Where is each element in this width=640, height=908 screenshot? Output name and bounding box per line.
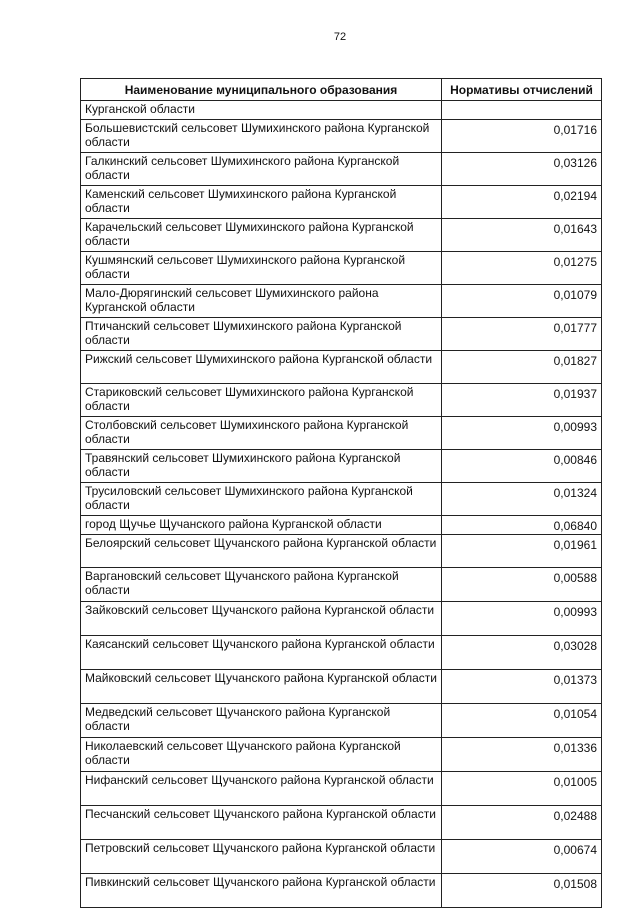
norm-value: 0,01054 <box>442 704 602 738</box>
municipality-name: Большевистский сельсовет Шумихинского района Курганской области <box>81 120 442 153</box>
table-row <box>81 417 602 450</box>
norm-value: 0,01643 <box>442 219 602 252</box>
municipality-name: Мало-Дюрягинский сельсовет Шумихинского района Курганской области <box>81 285 442 318</box>
norm-value: 0,01373 <box>442 670 602 704</box>
norm-value: 0,06840 <box>442 516 602 535</box>
municipality-name: Карачельский сельсовет Шумихинского района Курганской области <box>81 219 442 252</box>
norm-value: 0,01961 <box>442 535 602 568</box>
municipality-name: Стариковский сельсовет Шумихинского района Курганской области <box>81 384 442 417</box>
norm-value: 0,00846 <box>442 450 602 483</box>
norm-value: 0,00674 <box>442 840 602 874</box>
table-row <box>81 738 602 772</box>
municipality-name: Варгановский сельсовет Щучанского района Курганской области <box>81 568 442 602</box>
norms-table <box>80 78 602 908</box>
municipality-name: Галкинский сельсовет Шумихинского района Курганской области <box>81 153 442 186</box>
table-row <box>81 384 602 417</box>
municipality-name: Каясанский сельсовет Щучанского района Курганской области <box>81 636 442 670</box>
table-row <box>81 219 602 252</box>
municipality-name: Птичанский сельсовет Шумихинского района Курганской области <box>81 318 442 351</box>
municipality-name: Николаевский сельсовет Щучанского района Курганской области <box>81 738 442 772</box>
table-row <box>81 568 602 602</box>
table-row <box>81 704 602 738</box>
table-row <box>81 874 602 908</box>
municipality-name: Нифанский сельсовет Щучанского района Курганской области <box>81 772 442 806</box>
municipality-name: Майковский сельсовет Щучанского района Курганской области <box>81 670 442 704</box>
norm-value: 0,03028 <box>442 636 602 670</box>
norm-value: 0,00588 <box>442 568 602 602</box>
norm-value: 0,01827 <box>442 351 602 384</box>
table-row <box>81 772 602 806</box>
norm-value: 0,01005 <box>442 772 602 806</box>
table-row <box>81 450 602 483</box>
table-row <box>81 351 602 384</box>
municipality-name: Пивкинский сельсовет Щучанского района Курганской области <box>81 874 442 908</box>
norm-value: 0,00993 <box>442 417 602 450</box>
municipality-name: Трусиловский сельсовет Шумихинского района Курганской области <box>81 483 442 516</box>
municipality-name: Зайковский сельсовет Щучанского района Курганской области <box>81 602 442 636</box>
table-row-continuation <box>81 101 602 120</box>
table-row <box>81 840 602 874</box>
municipality-name: Песчанский сельсовет Щучанского района Курганской области <box>81 806 442 840</box>
table-row <box>81 153 602 186</box>
norm-value: 0,01937 <box>442 384 602 417</box>
table-row <box>81 636 602 670</box>
table-row <box>81 318 602 351</box>
municipality-name: Кушмянский сельсовет Шумихинского района Курганской области <box>81 252 442 285</box>
table-row <box>81 670 602 704</box>
table-header-row <box>81 79 602 101</box>
norm-value <box>442 101 602 120</box>
norm-value: 0,01777 <box>442 318 602 351</box>
norm-value: 0,01508 <box>442 874 602 908</box>
column-header-name: Наименование муниципального образования <box>81 79 442 101</box>
municipality-name: Медведский сельсовет Щучанского района Курганской области <box>81 704 442 738</box>
table-row <box>81 516 602 535</box>
norm-value: 0,01716 <box>442 120 602 153</box>
municipality-name: город Щучье Щучанского района Курганской области <box>81 516 442 535</box>
table-row <box>81 602 602 636</box>
table-row <box>81 535 602 568</box>
norm-value: 0,01275 <box>442 252 602 285</box>
norm-value: 0,02488 <box>442 806 602 840</box>
municipality-name: Каменский сельсовет Шумихинского района Курганской области <box>81 186 442 219</box>
norm-value: 0,01336 <box>442 738 602 772</box>
page-number: 72 <box>333 31 347 43</box>
norm-value: 0,01079 <box>442 285 602 318</box>
norm-value: 0,01324 <box>442 483 602 516</box>
table-row <box>81 120 602 153</box>
municipality-name: Петровский сельсовет Щучанского района Курганской области <box>81 840 442 874</box>
table-row <box>81 252 602 285</box>
norm-value: 0,00993 <box>442 602 602 636</box>
table-row <box>81 806 602 840</box>
column-header-value: Нормативы отчислений <box>442 79 602 101</box>
municipality-name: Курганской области <box>81 101 442 120</box>
table-row <box>81 186 602 219</box>
norm-value: 0,03126 <box>442 153 602 186</box>
table-row <box>81 285 602 318</box>
municipality-name: Травянский сельсовет Шумихинского района Курганской области <box>81 450 442 483</box>
table-row <box>81 483 602 516</box>
municipality-name: Белоярский сельсовет Щучанского района Курганской области <box>81 535 442 568</box>
municipality-name: Рижский сельсовет Шумихинского района Курганской области <box>81 351 442 384</box>
norm-value: 0,02194 <box>442 186 602 219</box>
municipality-name: Столбовский сельсовет Шумихинского района Курганской области <box>81 417 442 450</box>
